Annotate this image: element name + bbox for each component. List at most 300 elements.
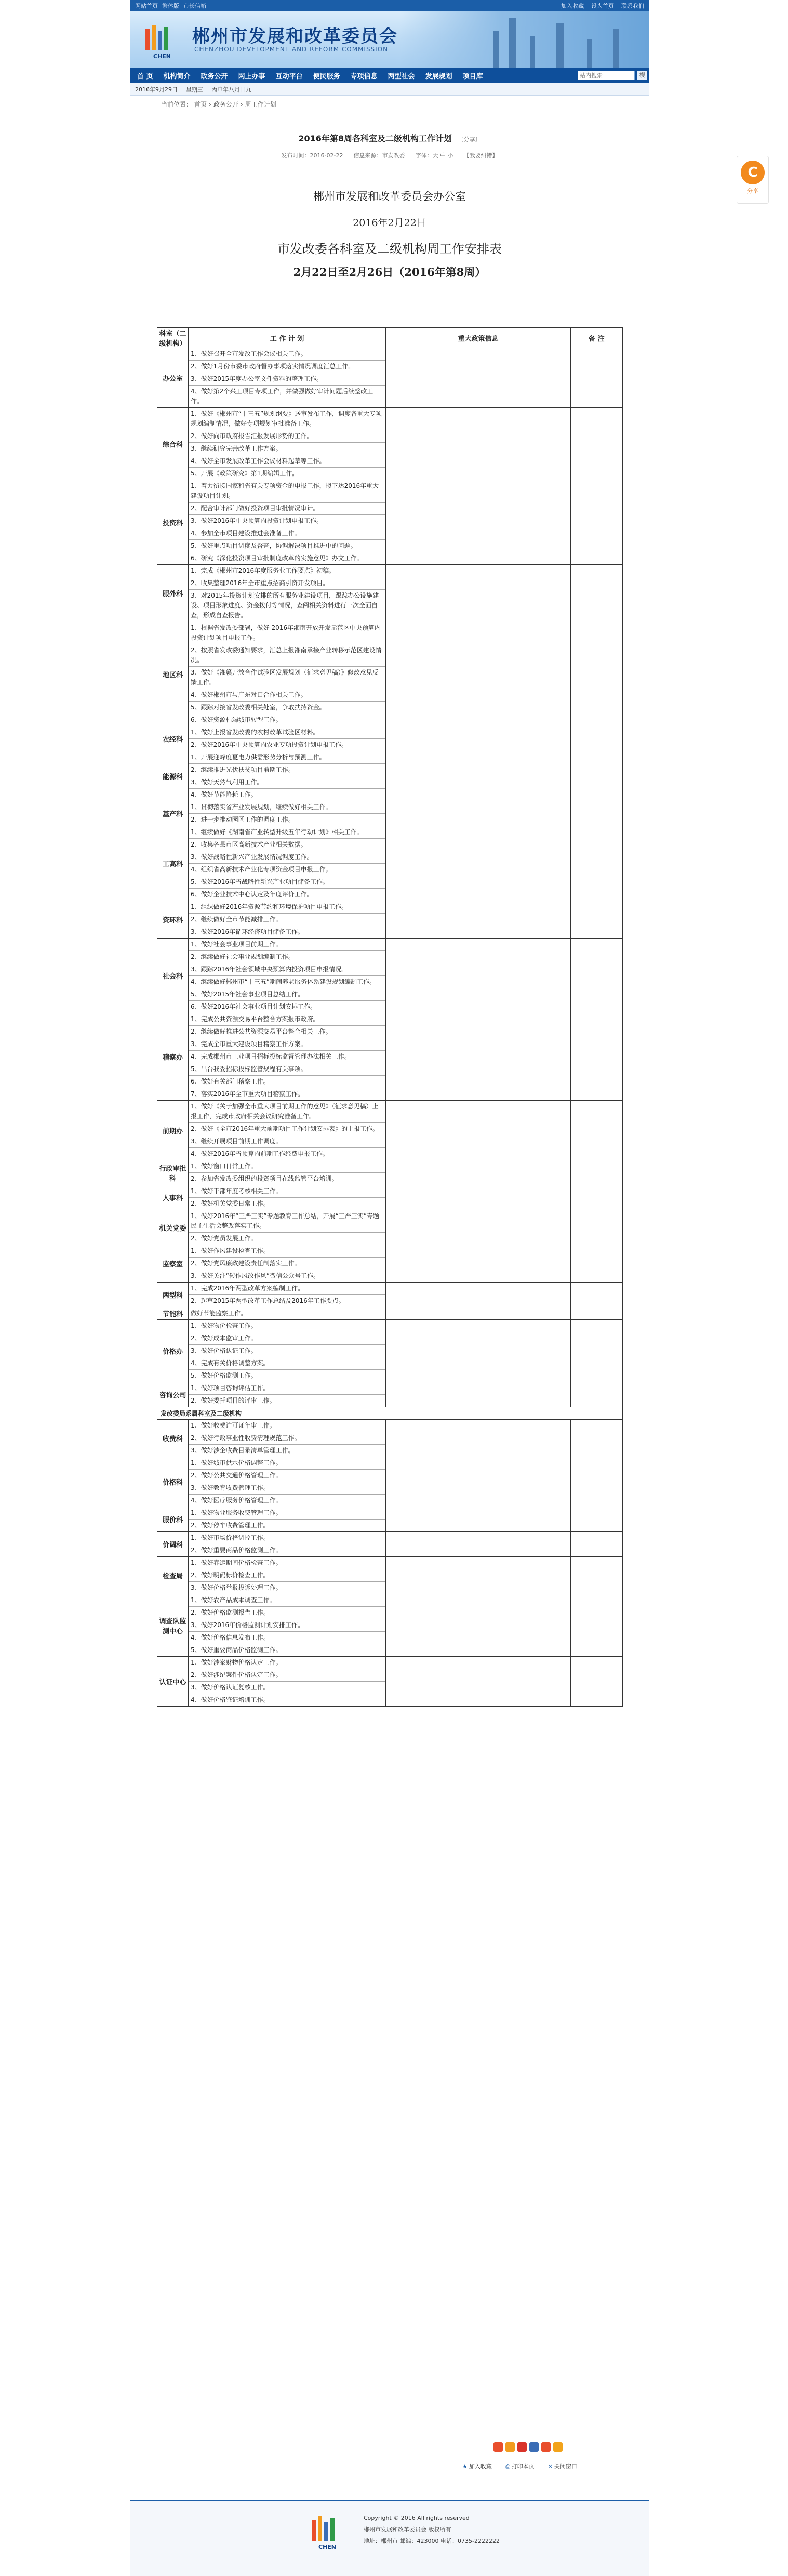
plan-cell — [189, 1210, 386, 1245]
remark-cell — [571, 1101, 623, 1160]
plan-cell — [189, 622, 386, 726]
dept-cell: 价调科 — [157, 1532, 189, 1557]
table-body-main — [157, 348, 623, 1407]
plan-item: 1、做好《关于加强全市重大项目前期工作的意见》（征求意见稿）上报工作，完成市政府相关会议研究准备工作。 — [189, 1101, 385, 1123]
remark-cell — [571, 901, 623, 939]
plan-item: 2、做好党风廉政建设责任制落实工作。 — [189, 1258, 385, 1270]
plan-cell — [189, 480, 386, 565]
dept-cell: 办公室 — [157, 348, 189, 408]
remark-cell — [571, 826, 623, 901]
policy-cell — [386, 1101, 571, 1160]
footer-address: 地址：郴州市 邮编：423000 电话：0735-2222222 — [364, 2538, 500, 2544]
remark-cell — [571, 1160, 623, 1185]
plan-cell — [189, 751, 386, 801]
col-header-dept: 科室（二级机构） — [157, 328, 189, 348]
remark-cell — [571, 1657, 623, 1707]
plan-cell — [189, 939, 386, 1013]
policy-cell — [386, 1245, 571, 1283]
plan-cell — [189, 348, 386, 408]
plan-item: 1、做好干部年度考核相关工作。 — [189, 1185, 385, 1198]
plan-item: 3、做好2016年循环经济项目储备工作。 — [191, 928, 304, 935]
dept-cell: 综合科 — [157, 408, 189, 480]
plan-item: 4、组织省高新技术产业化专项资金项目申报工作。 — [189, 864, 385, 876]
close-window-action[interactable] — [548, 2462, 577, 2471]
plan-item: 1、完成2016年两型改革方案编制工作。 — [189, 1283, 385, 1295]
article-meta — [177, 151, 603, 164]
policy-cell — [386, 726, 571, 751]
breadcrumb-weekly-plan[interactable]: 周工作计划 — [245, 101, 276, 108]
table-header-row — [157, 328, 623, 348]
nav-item-special-info[interactable]: 专项信息 — [350, 72, 378, 81]
plan-item: 4、做好郴州市与广东对口合作相关工作。 — [189, 689, 385, 702]
add-favorite-label: 加入收藏 — [469, 2463, 492, 2470]
table-row — [157, 1307, 623, 1320]
plan-item: 6、做好资源枯竭城市转型工作。 — [191, 716, 282, 723]
dept-cell: 节能科 — [157, 1307, 189, 1320]
plan-item: 5、做好重要商品价格监测工作。 — [191, 1646, 282, 1654]
policy-cell — [386, 622, 571, 726]
remark-cell — [571, 801, 623, 826]
current-date: 2016年9月29日 — [135, 86, 178, 93]
dept-cell: 机关党委 — [157, 1210, 189, 1245]
plan-cell — [189, 1160, 386, 1185]
search-input[interactable] — [578, 71, 635, 80]
plan-item: 3、做好2016年价格监测计划安排工作。 — [189, 1619, 385, 1632]
dept-cell: 工高科 — [157, 826, 189, 901]
topbar-link-home[interactable]: 网站首页 — [135, 3, 158, 9]
table-row — [157, 1420, 623, 1457]
plan-item: 5、跟踪对接省发改委相关处室，争取扶持资金。 — [189, 702, 385, 714]
plan-item: 3、继续研究完善改革工作方案。 — [189, 443, 385, 455]
remark-cell — [571, 408, 623, 480]
policy-cell — [386, 901, 571, 939]
table-row — [157, 1382, 623, 1407]
plan-cell — [189, 1557, 386, 1594]
dept-cell: 收费科 — [157, 1420, 189, 1457]
dept-cell: 价格办 — [157, 1320, 189, 1382]
plan-item: 5、开展《政策研究》第1期编辑工作。 — [191, 470, 299, 477]
policy-cell — [386, 1283, 571, 1307]
plan-cell — [189, 1532, 386, 1557]
dept-cell: 价格科 — [157, 1457, 189, 1507]
date-bar — [130, 83, 649, 96]
plan-item: 4、完成郴州市工业项目招标投标监督管理办法相关工作。 — [189, 1051, 385, 1063]
nav-item-two-type[interactable]: 两型社会 — [388, 72, 415, 81]
policy-cell — [386, 1185, 571, 1210]
plan-item: 2、继续做好社会事业规划编制工作。 — [189, 951, 385, 963]
table-row — [157, 1283, 623, 1307]
plan-item: 2、做好2016年中央预算内农业专项投资计划申报工作。 — [191, 741, 348, 748]
dept-cell: 基产科 — [157, 801, 189, 826]
plan-item: 3、做好价格认证复核工作。 — [189, 1682, 385, 1694]
plan-item: 1、完成《郴州市2016年度服务业工作要点》初稿。 — [189, 565, 385, 577]
table-body-sub — [157, 1420, 623, 1707]
breadcrumb-home[interactable]: 首页 — [194, 101, 207, 108]
table-row — [157, 1320, 623, 1382]
report-error-link[interactable]: 【我要纠错】 — [463, 152, 498, 159]
printer-icon: ⎙ — [505, 2463, 510, 2470]
policy-cell — [386, 1594, 571, 1657]
site-search — [578, 71, 647, 80]
table-row — [157, 1013, 623, 1101]
share-label: 分享 — [747, 188, 758, 194]
remark-cell — [571, 1557, 623, 1594]
remark-cell — [571, 1013, 623, 1101]
dept-cell: 咨询公司 — [157, 1382, 189, 1407]
policy-cell — [386, 1307, 571, 1320]
plan-item: 1、贯彻落实省产业发展规划，继续做好相关工作。 — [189, 801, 385, 814]
policy-cell — [386, 826, 571, 901]
plan-item: 1、做好物价检查工作。 — [189, 1320, 385, 1332]
dept-cell: 认证中心 — [157, 1657, 189, 1707]
plan-item: 3、继续开展项目前期工作调度。 — [189, 1135, 385, 1148]
policy-cell — [386, 939, 571, 1013]
policy-cell — [386, 1657, 571, 1707]
plan-item: 3、做好2016年中央预算内投资计划申报工作。 — [189, 515, 385, 527]
publish-time: 发布时间：2016-02-22 — [281, 152, 343, 159]
remark-cell — [571, 939, 623, 1013]
plan-item: 5、做好重点项目调度及督查，协调解决项目推进中的问题。 — [189, 540, 385, 552]
plan-item: 2、进一步推动园区工作的调度工作。 — [191, 816, 295, 823]
plan-item: 4、做好第2个兴工项目专项工作，并做强做好审计问题后续整改工作。 — [191, 388, 373, 405]
nav-item-about[interactable]: 机构简介 — [163, 72, 191, 81]
topbar-contact[interactable]: 联系我们 — [621, 3, 644, 9]
nav-item-public-affairs[interactable]: 政务公开 — [201, 72, 228, 81]
dept-cell: 检查局 — [157, 1557, 189, 1594]
banner-skyline — [400, 11, 649, 68]
plan-item: 3、做好天然气利用工作。 — [189, 776, 385, 789]
policy-cell — [386, 1160, 571, 1185]
plan-cell — [189, 801, 386, 826]
dept-cell: 能源科 — [157, 751, 189, 801]
dept-cell: 两型科 — [157, 1283, 189, 1307]
table-row — [157, 826, 623, 901]
print-action[interactable] — [505, 2462, 535, 2471]
top-bar — [130, 0, 649, 11]
plan-item: 1、做好物业服务收费管理工作。 — [189, 1507, 385, 1520]
breadcrumb — [130, 96, 649, 113]
article-share-tag[interactable]: 〔分享〕 — [458, 136, 481, 143]
remark-cell — [571, 1307, 623, 1320]
plan-item: 5、做好2015年社会事业项目总结工作。 — [189, 988, 385, 1001]
plan-item: 2、做好《全市2016年重大前期项目工作计划安排表》的上报工作。 — [189, 1123, 385, 1135]
star-icon: ★ — [462, 2463, 468, 2470]
table-section-row — [157, 1407, 623, 1420]
policy-cell — [386, 1457, 571, 1507]
article-title — [130, 132, 649, 144]
plan-item: 4、做好节能降耗工作。 — [191, 791, 257, 798]
col-header-policy: 重大政策信息 — [386, 328, 571, 348]
topbar-favorite[interactable]: 加入收藏 — [561, 3, 584, 9]
dept-cell: 调查队监测中心 — [157, 1594, 189, 1657]
nav-item-citizen-service[interactable]: 便民服务 — [313, 72, 340, 81]
table-row — [157, 901, 623, 939]
plan-item: 1、做好涉案财物价格认定工作。 — [189, 1657, 385, 1669]
plan-cell — [189, 565, 386, 622]
table-row — [157, 939, 623, 1013]
remark-cell — [571, 1382, 623, 1407]
plan-item: 2、做好行政事业性收费清理规范工作。 — [189, 1432, 385, 1445]
policy-cell — [386, 480, 571, 565]
share-platform-icon[interactable] — [553, 2442, 563, 2452]
skyline-tower — [493, 31, 499, 68]
policy-cell — [386, 408, 571, 480]
plan-item: 1、根据省发改委部署，做好 2016年湘南开放开发示范区中央预算内投资计划项目申报工作。 — [189, 622, 385, 644]
svg-text:CHEN: CHEN — [318, 2544, 336, 2551]
share-platform-icon[interactable] — [517, 2442, 527, 2452]
policy-cell — [386, 1382, 571, 1407]
table-row — [157, 1557, 623, 1594]
table-row — [157, 1160, 623, 1185]
plan-item: 1、做好窗口日常工作。 — [189, 1160, 385, 1173]
table-row — [157, 408, 623, 480]
plan-item: 1、做好项目咨询评估工作。 — [189, 1382, 385, 1395]
nav-item-home[interactable]: 首 页 — [137, 72, 153, 81]
nav-item-online-service[interactable]: 网上办事 — [238, 72, 265, 81]
breadcrumb-separator: › — [240, 100, 243, 108]
policy-cell — [386, 1557, 571, 1594]
plan-item: 2、做好明码标价检查工作。 — [189, 1569, 385, 1582]
remark-cell — [571, 1507, 623, 1532]
plan-item: 1、做好《郴州市“十三五”规划纲要》送审发布工作，调度各重大专项规划编制情况，做好专项规划审批准备工作。 — [189, 408, 385, 430]
topbar-link-mailbox[interactable]: 市长信箱 — [183, 3, 206, 9]
share-platform-icon[interactable] — [505, 2442, 515, 2452]
dept-cell: 服价科 — [157, 1507, 189, 1532]
plan-item: 1、做好春运期间价格检查工作。 — [189, 1557, 385, 1569]
footer-logo — [306, 2512, 348, 2553]
plan-item: 5、做好价格监测工作。 — [191, 1372, 257, 1379]
table-row — [157, 1532, 623, 1557]
chenzhou-logo[interactable] — [141, 20, 183, 61]
remark-cell — [571, 726, 623, 751]
remark-cell — [571, 1594, 623, 1657]
nav-item-project-library[interactable]: 项目库 — [462, 72, 483, 81]
remark-cell — [571, 751, 623, 801]
plan-cell — [189, 826, 386, 901]
plan-cell — [189, 1101, 386, 1160]
remark-cell — [571, 1283, 623, 1307]
current-weekday: 星期三 — [186, 86, 203, 93]
col-header-plan: 工 作 计 划 — [189, 328, 386, 348]
plan-cell — [189, 1657, 386, 1707]
policy-cell — [386, 1013, 571, 1101]
plan-item: 1、做好农产品成本调查工作。 — [189, 1594, 385, 1607]
share-platform-icon[interactable] — [493, 2442, 503, 2452]
dept-cell: 服外科 — [157, 565, 189, 622]
plan-item: 5、出台我委招标投标监管规程有关事项。 — [189, 1063, 385, 1076]
plan-item: 6、做好有关部门稽察工作。 — [189, 1076, 385, 1088]
plan-item: 2、按照省发改委通知要求，汇总上报湘南承接产业转移示范区建设情况。 — [189, 644, 385, 667]
page-wrapper — [130, 0, 649, 2551]
remark-cell — [571, 1210, 623, 1245]
plan-item: 3、做好教育收费管理工作。 — [189, 1482, 385, 1495]
plan-item: 2、做好党员发展工作。 — [191, 1235, 257, 1242]
plan-item: 3、做好《湘赣开放合作试验区发展规划（征求意见稿）》修改意见反馈工作。 — [189, 667, 385, 689]
doc-title: 市发改委各科室及二级机构周工作安排表 — [277, 242, 502, 256]
policy-cell — [386, 751, 571, 801]
print-label: 打印本页 — [511, 2463, 535, 2470]
plan-item: 6、研究《深化投资项目审批制度改革的实施意见》办文工作。 — [191, 554, 363, 562]
doc-date: 2016年2月22日 — [353, 217, 426, 229]
topbar-link-traditional[interactable]: 繁体版 — [162, 3, 179, 9]
plan-item: 6、做好2016年社会事业项目计划安排工作。 — [191, 1003, 317, 1010]
plan-item: 2、做好涉纪案件价格认定工作。 — [189, 1669, 385, 1682]
table-row — [157, 1210, 623, 1245]
table-row — [157, 1507, 623, 1532]
table-row — [157, 348, 623, 408]
weekly-plan-table — [157, 327, 623, 1707]
plan-item: 1、开展迎峰度夏电力供需形势分析与预测工作。 — [189, 751, 385, 764]
share-icon: C — [741, 161, 765, 184]
plan-cell — [189, 1283, 386, 1307]
policy-cell — [386, 348, 571, 408]
table-row — [157, 726, 623, 751]
plan-item: 6、做好企业技术中心认定及年度评价工作。 — [191, 891, 313, 898]
plan-cell — [189, 1420, 386, 1457]
plan-item: 3、做好价格认证工作。 — [189, 1345, 385, 1357]
policy-cell — [386, 1420, 571, 1457]
plan-item: 4、做好价格信息发布工作。 — [189, 1632, 385, 1644]
col-header-remark: 备 注 — [571, 328, 623, 348]
plan-item: 2、收集各县市区高新技术产业相关数据。 — [189, 839, 385, 851]
plan-item: 4、做好2016年省预算内前期工作经费申报工作。 — [191, 1150, 329, 1157]
skyline-tower — [587, 39, 592, 68]
remark-cell — [571, 1185, 623, 1210]
plan-item: 1、做好上报省发改委的农村改革试验区材料。 — [189, 726, 385, 739]
dept-cell: 投资科 — [157, 480, 189, 565]
plan-item: 2、做好重要商品价格监测工作。 — [191, 1547, 282, 1554]
plan-item: 1、做好2016年“三严三实”专题教育工作总结，开展“三严三实”专题民主生活会整改落实工作。 — [189, 1210, 385, 1233]
dept-cell: 农经科 — [157, 726, 189, 751]
plan-item: 3、做好涉企收费目录清单管理工作。 — [191, 1447, 295, 1454]
plan-cell — [189, 1507, 386, 1532]
policy-cell — [386, 1320, 571, 1382]
policy-cell — [386, 801, 571, 826]
remark-cell — [571, 480, 623, 565]
plan-item: 3、完成全市重大建设项目稽察工作方案。 — [189, 1038, 385, 1051]
plan-item: 2、起草2015年两型改革工作总结及2016年工作要点。 — [191, 1297, 345, 1304]
dept-cell: 前期办 — [157, 1101, 189, 1160]
plan-item: 2、做好成本监审工作。 — [189, 1332, 385, 1345]
close-icon: ✕ — [547, 2463, 553, 2470]
dept-cell: 地区科 — [157, 622, 189, 726]
svg-text:CHEN: CHEN — [153, 53, 171, 60]
plan-item: 1、着力衔接国家和省有关专项资金的申报工作，拟下达2016年重大建设项目计划。 — [189, 480, 385, 503]
policy-cell — [386, 1532, 571, 1557]
plan-item: 2、继续推进光伏扶贫项目前期工作。 — [189, 764, 385, 776]
plan-item: 3、跟踪2016年社会领域中央预算内投资项目申报情况。 — [189, 963, 385, 976]
table-row — [157, 801, 623, 826]
info-source: 信息来源：市发改委 — [353, 152, 405, 159]
table-row — [157, 1457, 623, 1507]
dept-cell: 社会科 — [157, 939, 189, 1013]
table-row — [157, 565, 623, 622]
skyline-tower — [613, 29, 619, 68]
font-size-switch[interactable]: 字体：大 中 小 — [415, 152, 453, 159]
site-footer — [130, 2500, 649, 2576]
table-row — [157, 1101, 623, 1160]
dept-cell: 行政审批科 — [157, 1160, 189, 1185]
plan-cell — [189, 1457, 386, 1507]
nav-item-planning[interactable]: 发展规划 — [425, 72, 452, 81]
plan-item: 1、做好收费许可证年审工作。 — [189, 1420, 385, 1432]
page-actions — [462, 2462, 577, 2471]
breadcrumb-public-affairs[interactable]: 政务公开 — [213, 101, 238, 108]
plan-item: 1、继续做好《湖南省产业转型升级五年行动计划》相关工作。 — [189, 826, 385, 839]
remark-cell — [571, 1245, 623, 1283]
remark-cell — [571, 1457, 623, 1507]
site-banner — [130, 11, 649, 68]
plan-item: 4、做好全市发展改革工作会议材料起草等工作。 — [189, 455, 385, 468]
plan-item: 2、做好公共交通价格管理工作。 — [189, 1470, 385, 1482]
search-button[interactable]: 搜 — [637, 71, 647, 80]
plan-cell — [189, 1245, 386, 1283]
plan-item: 2、收集整理2016年全市重点招商引资开发项目。 — [189, 577, 385, 590]
plan-item: 做好节能监察工作。 — [191, 1310, 247, 1317]
doc-organization: 郴州市发展和改革委员会办公室 — [313, 190, 466, 203]
share-toolbar — [493, 2442, 563, 2452]
skyline-tower — [530, 36, 535, 68]
dept-cell: 稽察办 — [157, 1013, 189, 1101]
plan-item: 2、继续做好推进公共资源交易平台整合相关工作。 — [189, 1026, 385, 1038]
plan-cell — [189, 1594, 386, 1657]
topbar-homepage[interactable]: 设为首页 — [591, 3, 614, 9]
footer-text — [364, 2513, 500, 2547]
footer-copyright: Copyright © 2016 All rights reserved — [364, 2515, 470, 2521]
dept-cell: 监察室 — [157, 1245, 189, 1283]
plan-item: 3、做好战略性新兴产业发展情况调度工作。 — [189, 851, 385, 864]
plan-item: 7、落实2016年全市重大项目稽察工作。 — [191, 1090, 304, 1098]
footer-owner: 郴州市发展和改革委员会 版权所有 — [364, 2526, 451, 2533]
policy-cell — [386, 1507, 571, 1532]
skyline-tower — [509, 18, 516, 68]
remark-cell — [571, 1320, 623, 1382]
plan-item: 4、做好医疗服务价格管理工作。 — [191, 1497, 282, 1504]
plan-item: 1、完成公共资源交易平台整合方案报市政府。 — [189, 1013, 385, 1026]
breadcrumb-label: 当前位置： — [161, 101, 193, 108]
table-row — [157, 1185, 623, 1210]
share-platform-icon[interactable] — [529, 2442, 539, 2452]
remark-cell — [571, 622, 623, 726]
dept-cell: 人事科 — [157, 1185, 189, 1210]
plan-cell — [189, 1013, 386, 1101]
share-float-badge[interactable] — [737, 156, 769, 204]
share-platform-icon[interactable] — [541, 2442, 551, 2452]
plan-cell — [189, 1307, 386, 1320]
plan-item: 1、做好召开全市发改工作会议相关工作。 — [189, 348, 385, 361]
plan-item: 2、做好1月份市委市政府督办事项落实情况调度汇总工作。 — [189, 361, 385, 373]
add-favorite-action[interactable] — [462, 2462, 492, 2471]
remark-cell — [571, 1420, 623, 1457]
plan-cell — [189, 726, 386, 751]
remark-cell — [571, 565, 623, 622]
plan-item: 1、做好作风建设检查工作。 — [189, 1245, 385, 1258]
plan-item: 2、做好向市政府报告汇报发展形势的工作。 — [189, 430, 385, 443]
policy-cell — [386, 1210, 571, 1245]
plan-item: 2、做好价格监测报告工作。 — [189, 1607, 385, 1619]
plan-item: 1、做好城市供水价格调整工作。 — [189, 1457, 385, 1470]
plan-item: 2、继续做好全市节能减排工作。 — [189, 914, 385, 926]
plan-item: 5、做好2016年省战略性新兴产业项目储备工作。 — [189, 876, 385, 889]
plan-cell — [189, 1320, 386, 1382]
table-row — [157, 480, 623, 565]
lunar-date: 丙申年八月廿九 — [211, 86, 251, 93]
nav-item-interaction[interactable]: 互动平台 — [275, 72, 303, 81]
plan-cell — [189, 1382, 386, 1407]
table-row — [157, 622, 623, 726]
plan-cell — [189, 901, 386, 939]
table-row — [157, 1594, 623, 1657]
